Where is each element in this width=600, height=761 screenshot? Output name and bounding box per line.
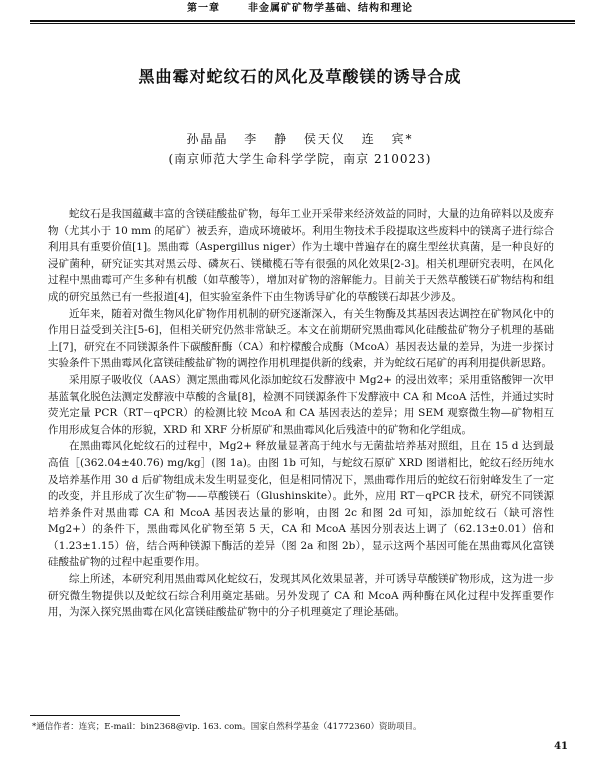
paragraph-1: 蛇纹石是我国蕴藏丰富的含镁硅酸盐矿物，每年工业开采带来经济效益的同时，大量的边角碎料以及废弃物（尤其小于 10 mm 的尾矿）被丢弃，造成环境破坏。利用生物技术手段提取这些废料中的镁离子进行综合利用具有重要价值[1]。黑曲霉（Aspergillus niger）作为土壤中普遍存在的腐生型丝状真菌，是一种良好的浸矿菌种，研究证实其对黑云母、磷灰石、镁橄榄石等有很强的风化效果[2-3]。相关机理研究表明，在风化过程中黑曲霉可产生多种有机酸（如草酸等），增加对矿物的溶解能力。目前关于天然草酸镁石矿物结构和组成的研究虽然已有一些报道[4]，但实验室条件下由生物诱导矿化的草酸镁石却甚少涉及。 <box>48 208 554 303</box>
body-text <box>48 206 554 621</box>
paragraph-3: 采用原子吸收仪（AAS）测定黑曲霉风化添加蛇纹石发酵液中 Mg2+ 的浸出效率；采用重铬酸钾一次甲基蓝氧化脱色法测定发酵液中草酸的含量[8]，检测不同镁源条件下发酵液中 CA 和 McoA 活性，并通过实时荧光定量 PCR（RT－qPCR）的检测比较 McoA 和 CA 基因表达的差异；用 SEM 观察微生物—矿物相互作用形成复合体的形貌，XRD 和 XRF 分析原矿和黑曲霉风化后残渣中的矿物和化学组成。 <box>48 373 554 436</box>
paragraph-5: 综上所述，本研究利用黑曲霉风化蛇纹石，发现其风化效果显著，并可诱导草酸镁矿物形成，这为进一步研究微生物提供以及蛇纹石综合利用奠定基础。另外发现了 CA 和 McoA 两种酶在风化过程中发挥重要作用，为深入探究黑曲霉在风化富镁硅酸盐矿物中的分子机理奠定了理论基础。 <box>48 573 554 619</box>
affiliation: (南京师范大学生命科学学院，南京 210023) <box>168 152 432 166</box>
paragraph-2: 近年来，随着对微生物风化矿物作用机制的研究逐渐深入，有关生物酶及其基因表达调控在矿物风化中的作用日益受到关注[5-6]，但相关研究仍然非常缺乏。本文在前期研究黑曲霉风化硅酸盐矿物分子机理的基础上[7]，研究在不同镁源条件下碳酸酐酶（CA）和柠檬酸合成酶（McoA）基因表达量的差异，为进一步探讨实验条件下黑曲霉风化富镁硅酸盐矿物的调控作用机理提供新的线索，并为蛇纹石尾矿的再利用提供新思路。 <box>48 307 554 370</box>
chapter-label: 第一章 <box>187 3 220 14</box>
page-number: 41 <box>554 741 568 752</box>
paragraph-4: 在黑曲霉风化蛇纹石的过程中，Mg2+ 释放量显著高于纯水与无菌盐培养基对照组，且在 15 d 达到最高值［(362.04±40.76) mg/kg］(图 1a)。由图 1b 可知，与蛇纹石原矿 XRD 图谱相比，蛇纹石经历纯水及培养基作用 30 d 后矿物组成未发生明显变化，但是相同情况下，黑曲霉作用后的蛇纹石衍射峰发生了一定的改变，并且形成了次生矿物——草酸镁石（Glushinskite）。此外，应用 RT－qPCR 技术，研究不同镁源培养条件对黑曲霉 CA 和 McoA 基因表达量的影响，由图 2c 和图 2d 可知，添加蛇纹石（缺可溶性 Mg2+）的条件下，黑曲霉风化矿物至第 5 天，CA 和 McoA 基因分别表达上调了（62.13±0.01）倍和（1.23±1.15）倍，结合两种镁源下酶活的差异（图 2a 和图 2b），显示这两个基因可能在黑曲霉风化富镁硅酸盐矿物的过程中起重要作用。 <box>48 440 554 569</box>
running-header <box>0 0 600 18</box>
section-label: 非金属矿矿物学基础、结构和理论 <box>248 3 413 14</box>
header-rule <box>30 20 575 22</box>
footnote: *通信作者：连宾；E-mail：bin2368@vip. 163. com。国家自然科学基金（41772360）资助项目。 <box>32 722 422 732</box>
author-list: 孙晶晶 李 静 侯天仪 连 宾* <box>186 132 414 146</box>
footnote-rule <box>30 715 180 716</box>
paper-title: 黑曲霉对蛇纹石的风化及草酸镁的诱导合成 <box>138 67 462 86</box>
header-rule-thin <box>30 23 575 24</box>
